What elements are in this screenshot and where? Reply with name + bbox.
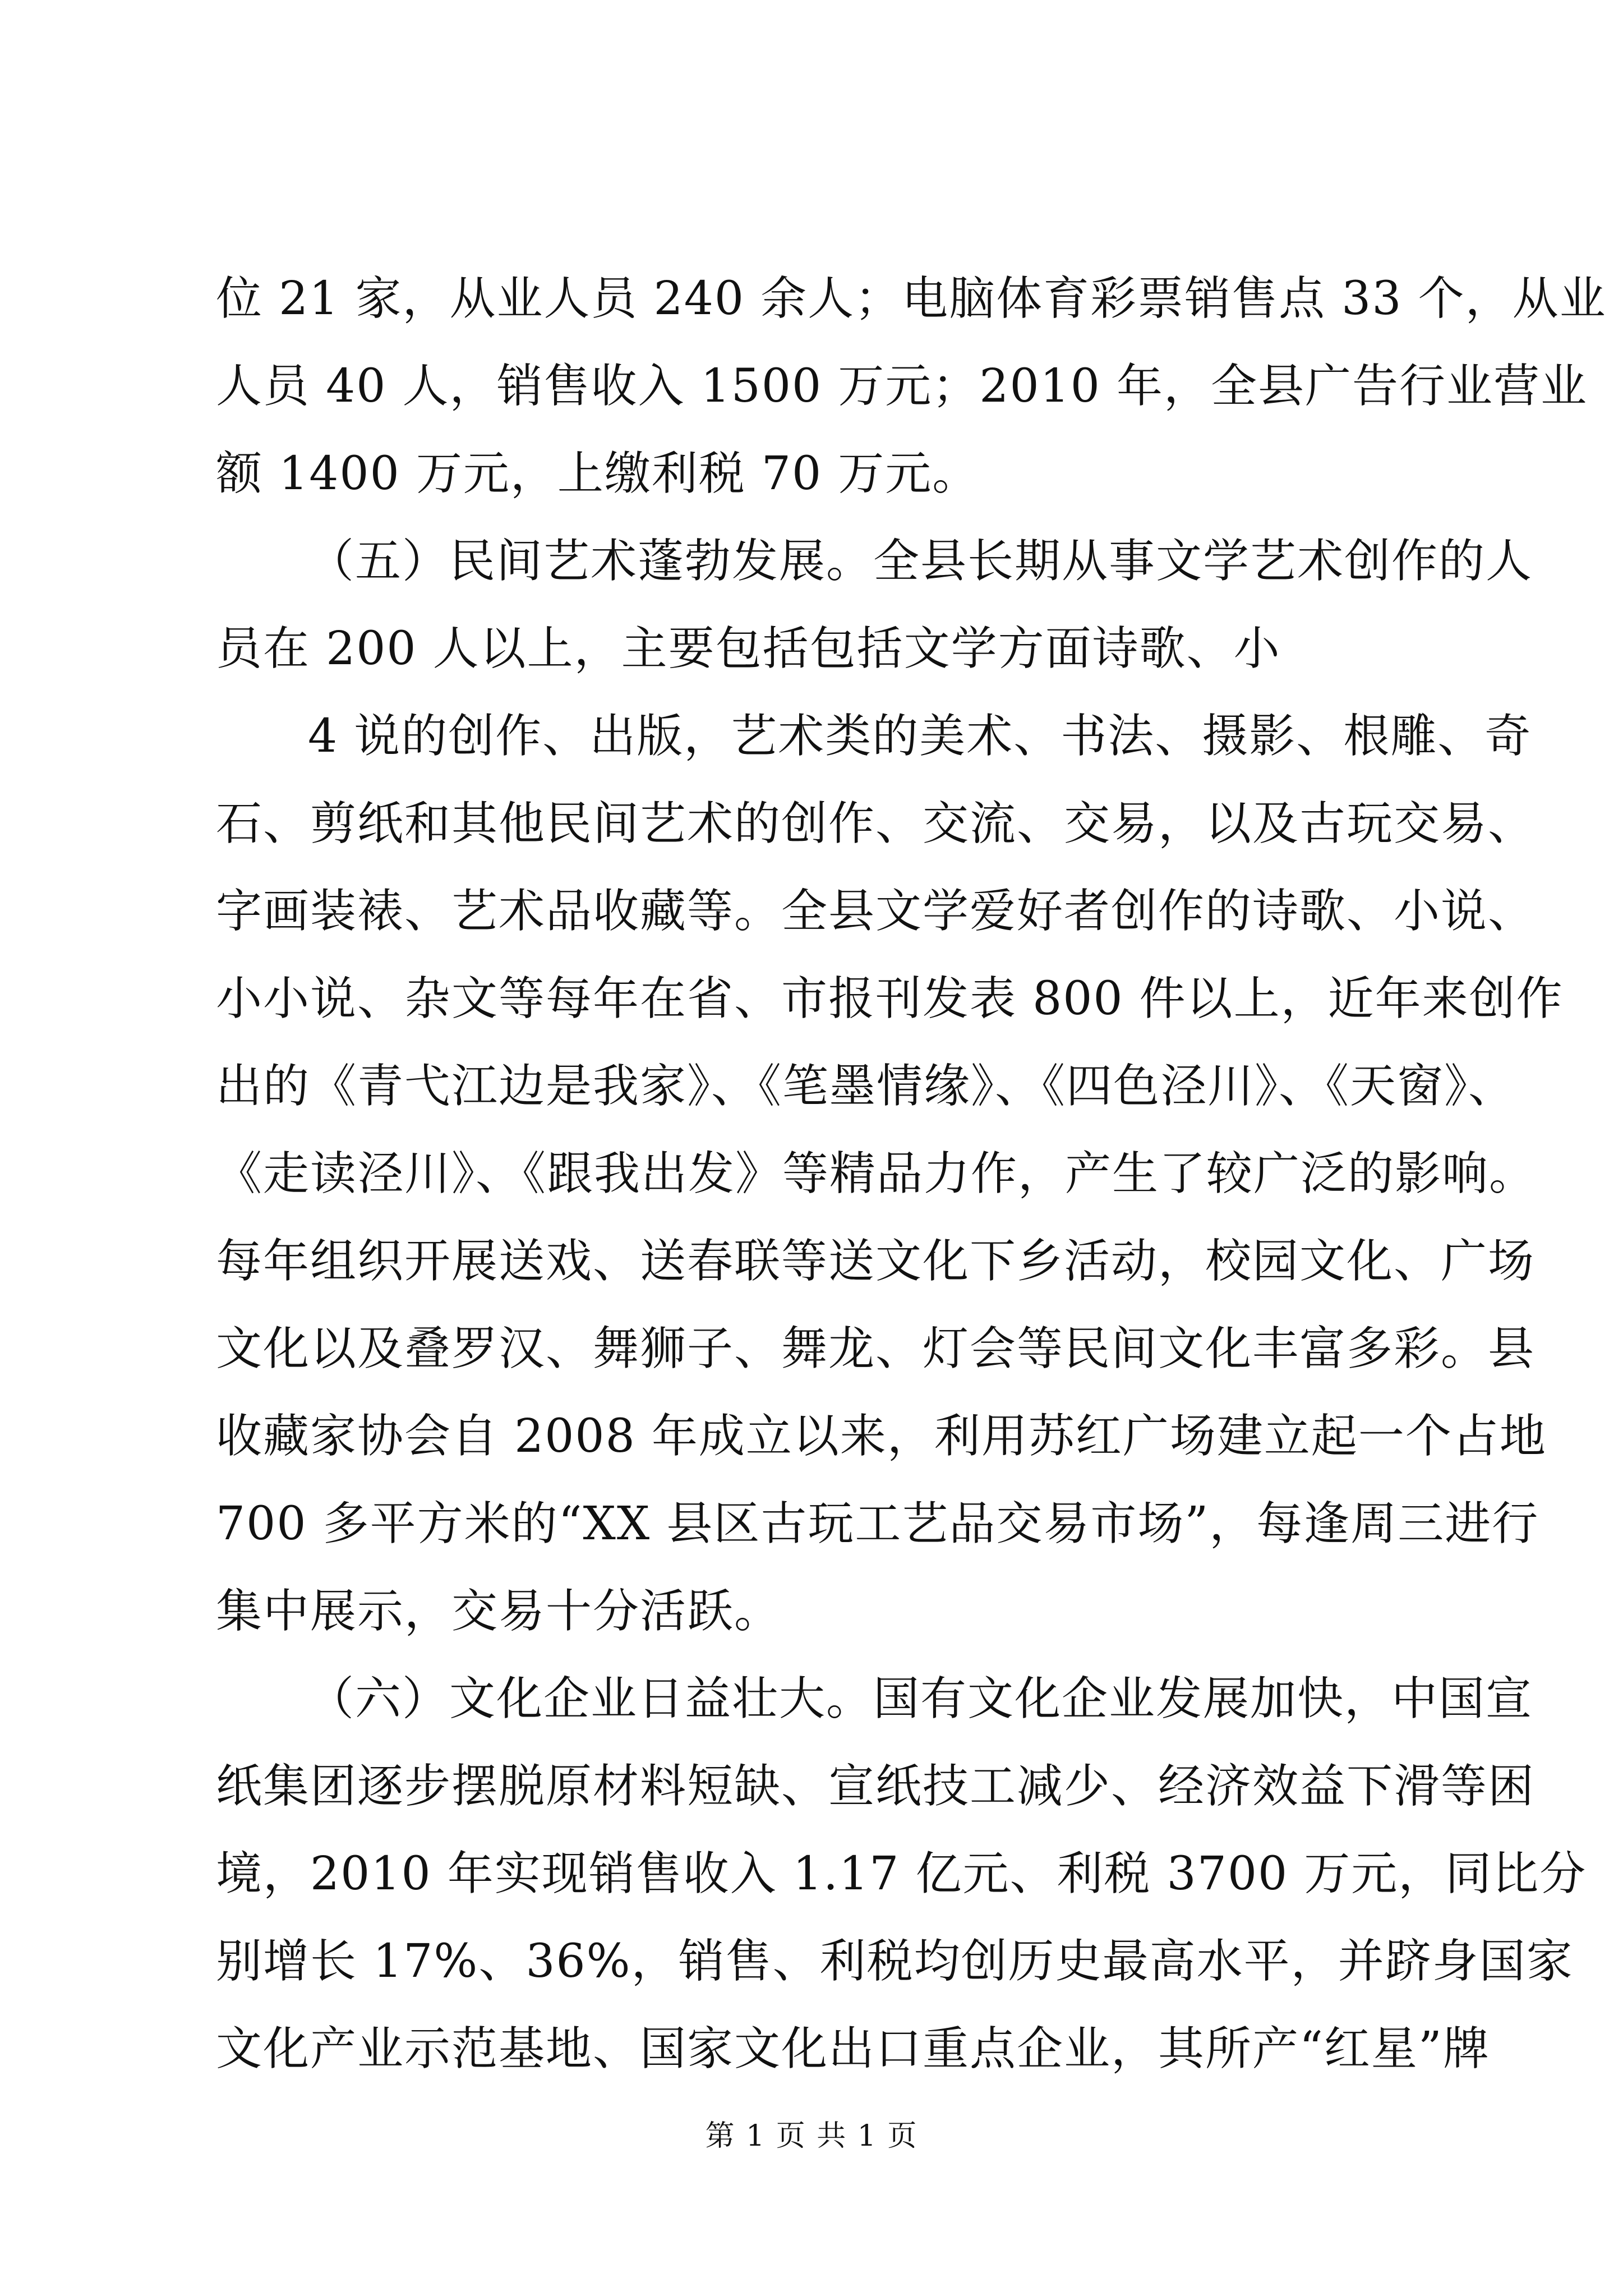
text-line: 700 多平方米的“XX 县区古玩工艺品交易市场”，每逢周三进行 — [216, 1497, 1539, 1550]
text-line: 小小说、杂文等每年在省、市报刊发表 800 件以上，近年来创作 — [216, 972, 1564, 1025]
paragraph-heading-line: （六）文化企业日益壮大。国有文化企业发展加快，中国宣 — [308, 1672, 1533, 1726]
text-line: 4 说的创作、出版，艺术类的美术、书法、摄影、根雕、奇 — [308, 710, 1532, 763]
text-line: 石、剪纸和其他民间艺术的创作、交流、交易，以及古玩交易、 — [216, 797, 1536, 850]
text-line: 员在 200 人以上，主要包括包括文学方面诗歌、小 — [216, 622, 1281, 675]
text-line: 出的《青弋江边是我家》、《笔墨情缘》、《四色泾川》、《天窗》、 — [216, 1060, 1516, 1113]
text-line: 收藏家协会自 2008 年成立以来，利用苏红广场建立起一个占地 — [216, 1410, 1547, 1463]
text-line: 文化产业示范基地、国家文化出口重点企业，其所产“红星”牌 — [216, 2022, 1490, 2076]
page-footer — [0, 2112, 1623, 2154]
text-line: 人员 40 人，销售收入 1500 万元；2010 年，全县广告行业营业 — [216, 360, 1588, 413]
text-line: 额 1400 万元，上缴利税 70 万元。 — [216, 447, 980, 500]
text-line: 字画装裱、艺术品收藏等。全县文学爱好者创作的诗歌、小说、 — [216, 885, 1536, 938]
text-line: 别增长 17%、36%，销售、利税均创历史最高水平，并跻身国家 — [216, 1935, 1574, 1988]
text-line: 境，2010 年实现销售收入 1.17 亿元、利税 3700 万元，同比分 — [216, 1847, 1587, 1901]
text-line: 每年组织开展送戏、送春联等送文化下乡活动，校园文化、广场 — [216, 1235, 1536, 1288]
text-line: 位 21 家，从业人员 240 余人；电脑体育彩票销售点 33 个，从业 — [216, 272, 1607, 325]
text-line: 《走读泾川》、《跟我出发》等精品力作，产生了较广泛的影响。 — [216, 1147, 1537, 1200]
text-line: 集中展示，交易十分活跃。 — [216, 1585, 782, 1638]
page-number-label: 第 1 页 共 1 页 — [705, 2119, 918, 2153]
body-text — [216, 255, 1607, 2093]
text-line: 文化以及叠罗汉、舞狮子、舞龙、灯会等民间文化丰富多彩。县 — [216, 1322, 1536, 1375]
paragraph-heading-line: （五）民间艺术蓬勃发展。全县长期从事文学艺术创作的人 — [308, 535, 1533, 588]
text-line: 纸集团逐步摆脱原材料短缺、宣纸技工减少、经济效益下滑等困 — [216, 1760, 1536, 1813]
